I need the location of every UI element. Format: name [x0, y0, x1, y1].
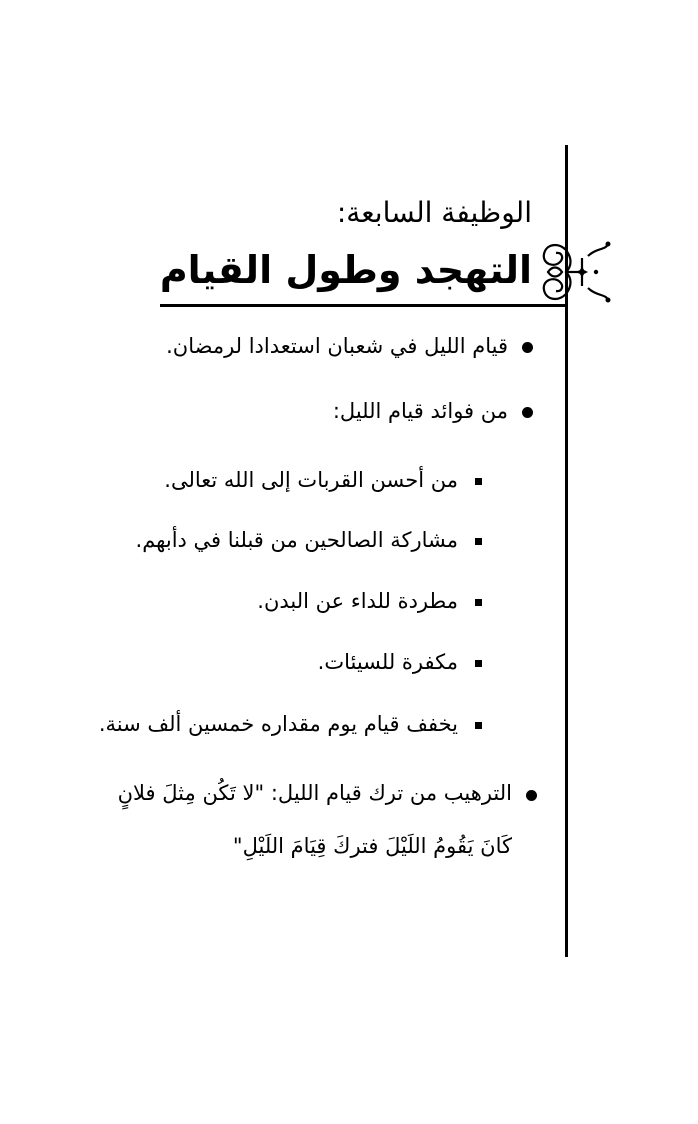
bullet-icon	[526, 790, 537, 801]
bullet-icon	[522, 407, 533, 418]
benefit-text: مطردة للداء عن البدن.	[257, 589, 458, 613]
title-underline	[160, 304, 565, 307]
ornament-icon	[538, 236, 616, 308]
bullet-text: قيام الليل في شعبان استعدادا لرمضان.	[166, 334, 508, 358]
sub-bullet-icon	[475, 660, 482, 667]
sub-bullet-icon	[475, 599, 482, 606]
bullet-icon	[522, 342, 533, 353]
section-title: التهجد وطول القيام	[159, 248, 532, 292]
bullet-text: من فوائد قيام الليل:	[332, 399, 508, 423]
sub-bullet-icon	[475, 722, 482, 729]
benefit-text: مشاركة الصالحين من قبلنا في دأبهم.	[135, 528, 458, 552]
warning-line-2: كَانَ يَقُومُ اللَيْلَ فتركَ قِيَامَ اللَيْلِ"	[232, 834, 512, 858]
warning-line-1: الترهيب من ترك قيام الليل: "لا تَكُن مِثلَ فلانٍ	[117, 781, 512, 805]
sub-bullet-icon	[475, 478, 482, 485]
sub-bullet-icon	[475, 538, 482, 545]
benefit-text: من أحسن القربات إلى الله تعالى.	[164, 468, 458, 492]
benefit-text: يخفف قيام يوم مقداره خمسين ألف سنة.	[98, 712, 458, 736]
section-subtitle: الوظيفة السابعة:	[336, 196, 532, 229]
benefit-text: مكفرة للسيئات.	[317, 650, 458, 674]
